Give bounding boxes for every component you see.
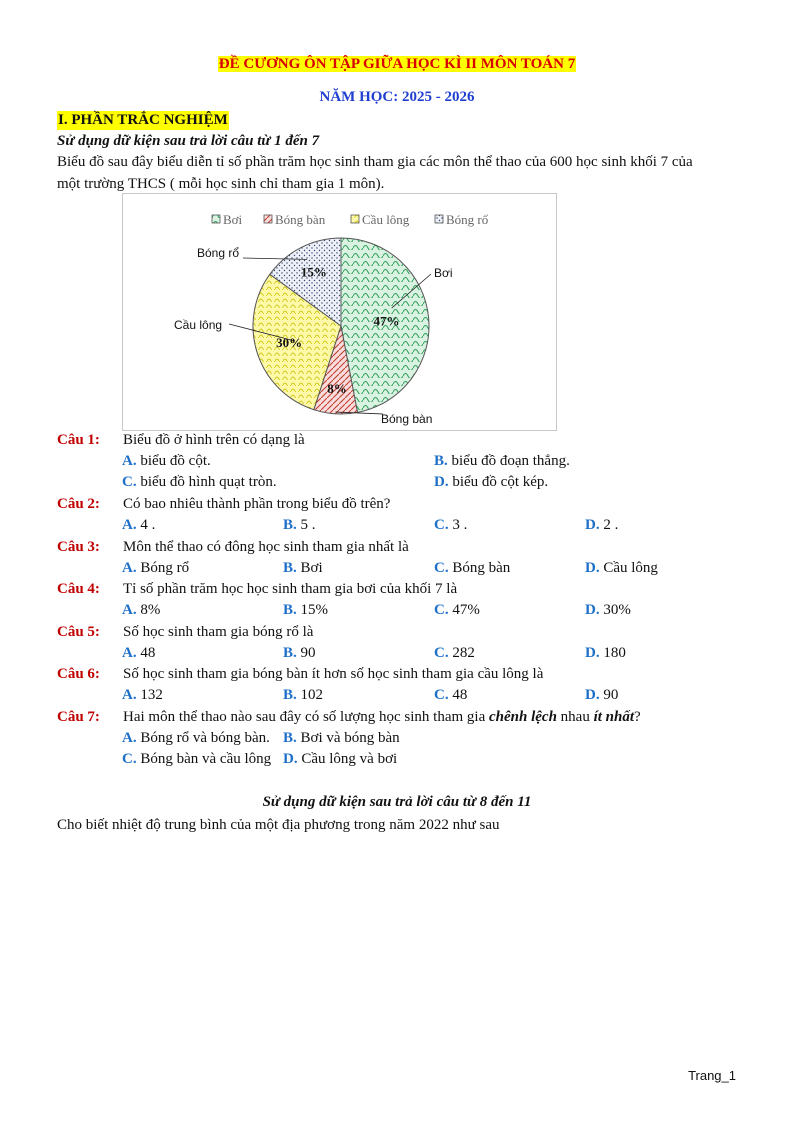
section-instruction: Sử dụng dữ kiện sau trả lời câu từ 1 đến 7 <box>57 133 320 149</box>
option-text: 90 <box>603 687 619 703</box>
document-title: ĐỀ CƯƠNG ÔN TẬP GIỮA HỌC KÌ II MÔN TOÁN 7 <box>218 56 576 72</box>
option-letter: A. <box>122 517 137 533</box>
option-text: 2 . <box>603 517 619 533</box>
answer-option-c[interactable] <box>434 515 467 536</box>
option-letter: A. <box>122 560 137 576</box>
option-text: 8% <box>140 602 161 618</box>
option-letter: D. <box>585 517 600 533</box>
question-text: Môn thể thao có đông học sinh tham gia nhất là <box>123 539 409 555</box>
option-text: biểu đồ cột. <box>140 453 211 469</box>
option-letter: B. <box>283 645 297 661</box>
question-1 <box>57 430 747 451</box>
answer-option-a[interactable] <box>122 685 163 706</box>
question-5 <box>57 622 747 643</box>
option-letter: A. <box>122 730 137 746</box>
pie-chart <box>122 193 557 431</box>
answer-option-c[interactable] <box>434 685 467 706</box>
question-text: Tỉ số phần trăm học học sinh tham gia bơi của khối 7 là <box>123 581 458 597</box>
option-letter: D. <box>585 602 600 618</box>
answer-option-c[interactable] <box>434 600 480 621</box>
category-label-1: Bóng bàn <box>381 412 433 426</box>
option-text: Bơi <box>300 560 323 576</box>
answer-option-b[interactable] <box>434 451 570 472</box>
section2-instruction: Sử dụng dữ kiện sau trả lời câu từ 8 đến 11 <box>262 794 532 810</box>
answer-option-a[interactable] <box>122 558 189 579</box>
option-letter: C. <box>122 751 137 767</box>
option-text: Cầu lông <box>603 560 658 576</box>
option-text: 30% <box>603 602 631 618</box>
question-text-part: chênh lệch <box>489 709 557 725</box>
question-7 <box>57 707 747 728</box>
legend-item-1 <box>264 212 326 227</box>
answer-option-c[interactable] <box>434 558 510 579</box>
answer-option-d[interactable] <box>585 685 618 706</box>
question-text: Số học sinh tham gia bóng bàn ít hơn số học sinh tham gia cầu lông là <box>123 666 544 682</box>
option-letter: B. <box>283 730 297 746</box>
option-text: 180 <box>603 645 626 661</box>
option-letter: B. <box>283 517 297 533</box>
question-6 <box>57 664 747 685</box>
option-letter: B. <box>283 602 297 618</box>
option-text: 282 <box>452 645 475 661</box>
legend-label-3: Bóng rổ <box>446 212 489 227</box>
question-3 <box>57 537 747 558</box>
legend-item-2 <box>351 212 410 227</box>
option-text: 47% <box>452 602 480 618</box>
answer-option-c[interactable] <box>122 472 277 493</box>
option-letter: C. <box>434 517 449 533</box>
question-label: Câu 2: <box>57 496 100 512</box>
legend-label-0: Bơi <box>223 212 243 227</box>
option-letter: B. <box>434 453 448 469</box>
question-label: Câu 3: <box>57 539 100 555</box>
percent-label-1: 8% <box>327 381 347 397</box>
option-text: biểu đồ đoạn thẳng. <box>451 453 570 469</box>
option-text: 102 <box>300 687 324 703</box>
option-letter: A. <box>122 453 137 469</box>
legend-swatch-0 <box>212 215 220 223</box>
category-label-0: Bơi <box>434 266 453 280</box>
legend-item-3 <box>435 212 488 227</box>
question-text: Số học sinh tham gia bóng rổ là <box>123 624 314 640</box>
question-2 <box>57 494 747 515</box>
answer-option-b[interactable] <box>283 558 323 579</box>
option-text: 48 <box>140 645 156 661</box>
answer-option-b[interactable] <box>283 600 328 621</box>
option-letter: C. <box>434 602 449 618</box>
answer-option-b[interactable] <box>283 515 316 536</box>
answer-option-a[interactable] <box>122 643 155 664</box>
question-text: Có bao nhiêu thành phần trong biểu đồ trên? <box>123 496 391 512</box>
question-text <box>123 707 641 728</box>
option-letter: C. <box>434 645 449 661</box>
option-text: biểu đồ cột kép. <box>452 474 549 490</box>
option-letter: B. <box>283 560 297 576</box>
category-label-2: Cầu lông <box>174 318 223 332</box>
option-letter: D. <box>283 751 298 767</box>
percent-label-3: 15% <box>300 264 327 280</box>
section-heading: I. PHẦN TRẮC NGHIỆM <box>58 112 228 128</box>
option-text: Bóng rổ <box>140 560 190 576</box>
legend-swatch-3 <box>435 215 443 223</box>
option-text: 4 . <box>140 517 156 533</box>
intro-paragraph <box>57 151 747 195</box>
answer-option-c[interactable] <box>434 643 475 664</box>
question-label: Câu 1: <box>57 432 100 448</box>
question-label: Câu 6: <box>57 666 100 682</box>
option-text: Bóng bàn và cầu lông <box>140 751 272 767</box>
answer-option-d[interactable] <box>434 472 548 493</box>
option-letter: D. <box>585 560 600 576</box>
legend-swatch-1 <box>264 215 272 223</box>
intro-line-1: Biểu đồ sau đây biểu diễn tỉ số phần trăm học sinh tham gia các môn thể thao của 600 học sinh khối 7 của <box>57 154 693 170</box>
option-letter: A. <box>122 645 137 661</box>
percent-label-2: 30% <box>276 334 303 350</box>
answer-option-d[interactable] <box>585 515 618 536</box>
answer-option-a[interactable] <box>122 515 155 536</box>
question-text-part: Hai môn thể thao nào sau đây có số lượng học sinh tham gia <box>123 709 489 725</box>
option-letter: D. <box>434 474 449 490</box>
option-text: Cầu lông và bơi <box>301 751 398 767</box>
school-year: NĂM HỌC: 2025 - 2026 <box>319 89 475 105</box>
answer-option-b[interactable] <box>283 728 400 749</box>
question-label: Câu 5: <box>57 624 100 640</box>
option-text: 132 <box>140 687 163 703</box>
option-text: 5 . <box>300 517 316 533</box>
question-text: Biểu đồ ở hình trên có dạng là <box>123 432 305 448</box>
answer-option-b[interactable] <box>283 685 323 706</box>
option-letter: C. <box>434 687 449 703</box>
answer-option-a[interactable] <box>122 600 160 621</box>
page-number: Trang_1 <box>688 1068 736 1083</box>
option-text: 90 <box>300 645 316 661</box>
answer-option-a[interactable] <box>122 728 270 749</box>
answer-option-a[interactable] <box>122 451 211 472</box>
option-text: Bơi và bóng bàn <box>300 730 400 746</box>
section2-intro: Cho biết nhiệt độ trung bình của một địa phương trong năm 2022 như sau <box>57 817 500 833</box>
answer-option-d[interactable] <box>585 643 626 664</box>
answer-option-c[interactable] <box>122 749 271 770</box>
question-label: Câu 4: <box>57 581 100 597</box>
legend-label-2: Cầu lông <box>362 212 410 227</box>
option-text: biểu đồ hình quạt tròn. <box>140 474 277 490</box>
category-label-3: Bóng rổ <box>197 246 240 260</box>
option-letter: D. <box>585 687 600 703</box>
option-letter: C. <box>434 560 449 576</box>
option-letter: A. <box>122 687 137 703</box>
legend-label-1: Bóng bàn <box>275 212 326 227</box>
answer-option-d[interactable] <box>585 600 631 621</box>
question-text-part: ít nhất <box>593 709 635 725</box>
question-label: Câu 7: <box>57 709 100 725</box>
option-text: 3 . <box>452 517 468 533</box>
option-text: 15% <box>300 602 329 618</box>
option-text: Bóng rổ và bóng bàn. <box>140 730 270 746</box>
intro-line-2: một trường THCS ( mỗi học sinh chỉ tham gia 1 môn). <box>57 176 385 192</box>
answer-option-d[interactable] <box>283 749 397 770</box>
percent-label-0: 47% <box>373 313 400 329</box>
option-letter: A. <box>122 602 137 618</box>
option-letter: C. <box>122 474 137 490</box>
option-letter: B. <box>283 687 297 703</box>
legend-swatch-2 <box>351 215 359 223</box>
legend-item-0 <box>212 212 243 227</box>
answer-option-d[interactable] <box>585 558 658 579</box>
question-4 <box>57 579 747 600</box>
option-text: 48 <box>452 687 468 703</box>
option-text: Bóng bàn <box>452 560 511 576</box>
chart-legend <box>212 212 488 227</box>
option-letter: D. <box>585 645 600 661</box>
question-text-part: nhau <box>556 709 594 725</box>
pie-chart-svg <box>123 194 556 430</box>
question-text-part: ? <box>634 709 641 725</box>
answer-option-b[interactable] <box>283 643 316 664</box>
